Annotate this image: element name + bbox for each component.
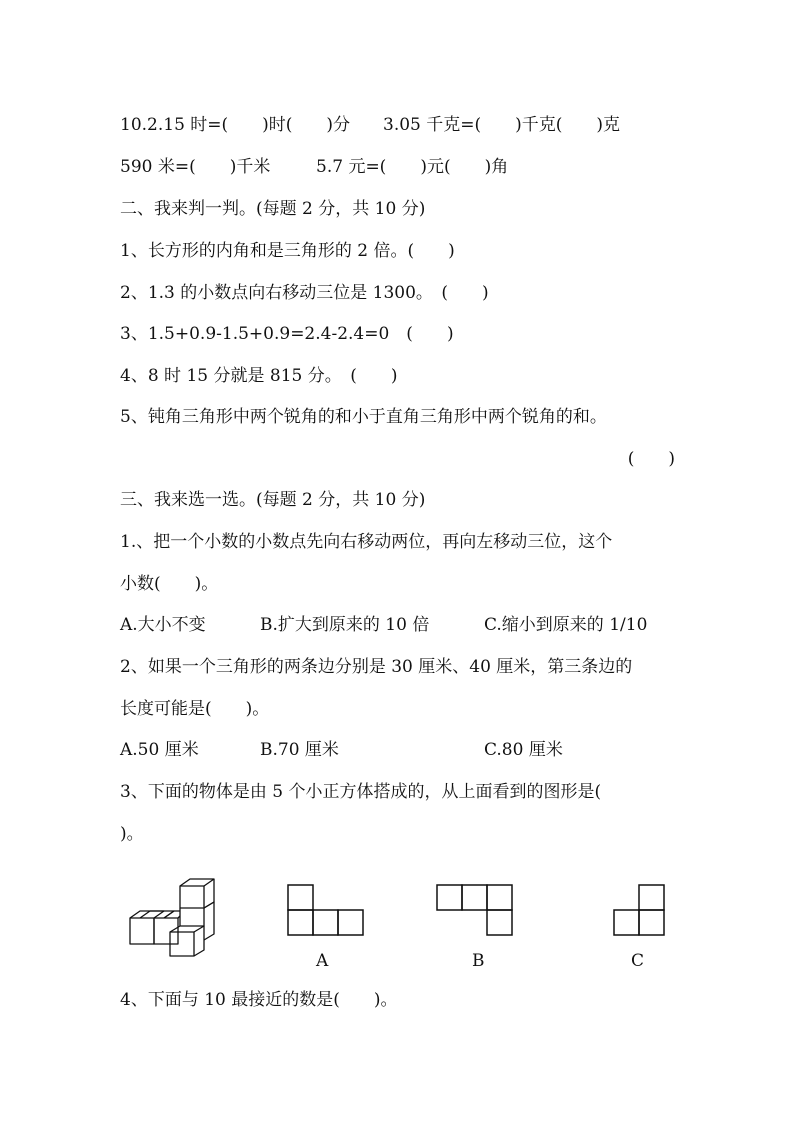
choice-q2-option-a: A.50 厘米 bbox=[120, 740, 199, 760]
top-view-option-c bbox=[612, 883, 668, 937]
top-view-option-a bbox=[286, 883, 366, 937]
judge-item-5: 5、钝角三角形中两个锐角的和小于直角三角形中两个锐角的和。 bbox=[120, 407, 607, 427]
fill-length-conversion: 590 米=( )千米 bbox=[120, 157, 271, 177]
top-view-label-a: A bbox=[316, 951, 329, 971]
top-view-label-c: C bbox=[631, 951, 645, 971]
choice-q1-line2: 小数( )。 bbox=[120, 574, 219, 594]
top-view-option-b bbox=[435, 883, 515, 937]
choice-q2-option-c: C.80 厘米 bbox=[484, 740, 563, 760]
section3-heading: 三、我来选一选。(每题 2 分，共 10 分) bbox=[120, 490, 426, 510]
choice-q2-option-b: B.70 厘米 bbox=[260, 740, 339, 760]
choice-q2-line2: 长度可能是( )。 bbox=[120, 699, 270, 719]
judge-item-1: 1、长方形的内角和是三角形的 2 倍。( ) bbox=[120, 241, 455, 261]
judge-item-5-blank: ( ) bbox=[627, 449, 675, 469]
fill-weight-conversion: 3.05 千克=( )千克( )克 bbox=[383, 115, 621, 135]
judge-item-2: 2、1.3 的小数点向右移动三位是 1300。 ( ) bbox=[120, 283, 489, 303]
choice-q1-option-a: A.大小不变 bbox=[120, 615, 206, 635]
section2-heading: 二、我来判一判。(每题 2 分，共 10 分) bbox=[120, 199, 426, 219]
top-view-label-b: B bbox=[472, 951, 485, 971]
fill-time-conversion: 10.2.15 时=( )时( )分 bbox=[120, 115, 351, 135]
choice-q3-line1: 3、下面的物体是由 5 个小正方体搭成的，从上面看到的图形是( bbox=[120, 782, 602, 802]
choice-q3-line2: )。 bbox=[120, 824, 144, 844]
choice-q1-option-b: B.扩大到原来的 10 倍 bbox=[260, 615, 430, 635]
cube-structure-figure bbox=[120, 876, 230, 966]
choice-q4-line1: 4、下面与 10 最接近的数是( )。 bbox=[120, 990, 398, 1010]
fill-money-conversion: 5.7 元=( )元( )角 bbox=[316, 157, 509, 177]
choice-q1-option-c: C.缩小到原来的 1/10 bbox=[484, 615, 648, 635]
judge-item-3: 3、1.5+0.9-1.5+0.9=2.4-2.4=0 ( ) bbox=[120, 324, 454, 344]
judge-item-4: 4、8 时 15 分就是 815 分。 ( ) bbox=[120, 366, 398, 386]
choice-q1-line1: 1.、把一个小数的小数点先向右移动两位，再向左移动三位，这个 bbox=[120, 532, 613, 552]
choice-q2-line1: 2、如果一个三角形的两条边分别是 30 厘米、40 厘米，第三条边的 bbox=[120, 657, 633, 677]
